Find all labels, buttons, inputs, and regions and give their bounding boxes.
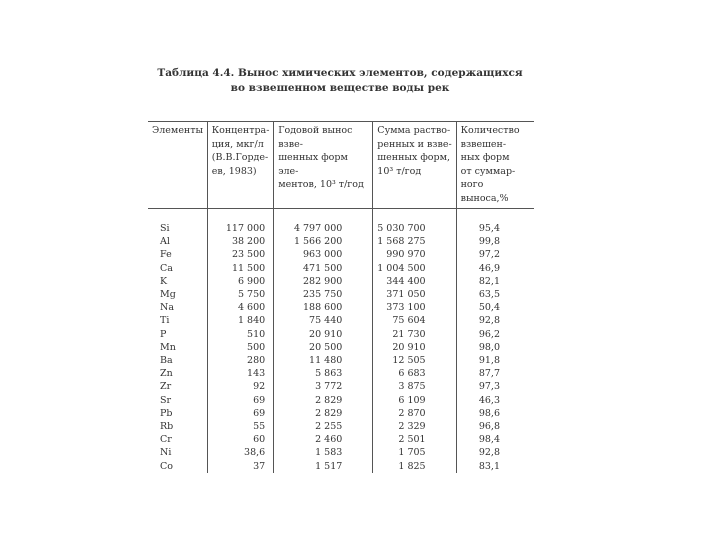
cell-concentration: 6 900 xyxy=(207,275,273,288)
cell-suspended-flux: 1 517 xyxy=(274,460,373,473)
cell-suspended-flux: 1 566 200 xyxy=(274,235,373,248)
table-row xyxy=(148,446,534,459)
cell-element: Co xyxy=(160,460,173,472)
cell-concentration: 60 xyxy=(207,433,273,446)
table-row xyxy=(148,235,534,248)
cell-element: Na xyxy=(160,302,174,314)
cell-element: Pb xyxy=(160,407,173,419)
cell-suspended-share: 46,9 xyxy=(456,262,534,275)
cell-concentration: 37 xyxy=(207,460,273,473)
cell-suspended-share: 97,3 xyxy=(456,380,534,393)
cell-element: Si xyxy=(160,223,170,234)
cell-concentration: 69 xyxy=(207,407,273,420)
cell-suspended-share: 96,8 xyxy=(456,420,534,433)
cell-suspended-flux: 188 600 xyxy=(274,301,373,314)
cell-suspended-flux: 2 255 xyxy=(274,420,373,433)
cell-suspended-flux: 1 583 xyxy=(274,446,373,459)
cell-total-flux: 75 604 xyxy=(373,314,456,327)
cell-suspended-flux: 2 829 xyxy=(274,407,373,420)
table-row xyxy=(148,209,534,236)
cell-element: Ba xyxy=(160,355,173,367)
cell-element: Rb xyxy=(160,421,174,433)
table-row xyxy=(148,301,534,314)
header-concentration: Концентра- ция, мкг/л (В.В.Горде- ев, 1983) xyxy=(207,122,273,209)
cell-suspended-share: 97,2 xyxy=(456,248,534,261)
table-row xyxy=(148,248,534,261)
cell-concentration: 500 xyxy=(207,341,273,354)
cell-element: P xyxy=(160,328,167,340)
cell-total-flux: 1 825 xyxy=(373,460,456,473)
cell-total-flux: 12 505 xyxy=(373,354,456,367)
cell-suspended-flux: 2 829 xyxy=(274,394,373,407)
cell-concentration: 38 200 xyxy=(207,235,273,248)
cell-suspended-share: 91,8 xyxy=(456,354,534,367)
table-row xyxy=(148,407,534,420)
cell-concentration: 5 750 xyxy=(207,288,273,301)
table-row xyxy=(148,367,534,380)
cell-total-flux: 371 050 xyxy=(373,288,456,301)
table-row xyxy=(148,394,534,407)
cell-total-flux: 2 329 xyxy=(373,420,456,433)
cell-suspended-flux: 5 863 xyxy=(274,367,373,380)
table-row xyxy=(148,354,534,367)
cell-suspended-share: 92,8 xyxy=(456,446,534,459)
cell-element: K xyxy=(160,275,168,287)
caption-line-1: Таблица 4.4. Вынос химических элементов, содержащихся xyxy=(157,67,523,79)
cell-total-flux: 3 875 xyxy=(373,380,456,393)
cell-suspended-flux: 282 900 xyxy=(274,275,373,288)
cell-total-flux: 1 004 500 xyxy=(373,262,456,275)
header-annual-suspended-flux: Годовой вынос взве- шенных форм эле- ментов, 10³ т/год xyxy=(274,122,373,209)
cell-suspended-share: 98,4 xyxy=(456,433,534,446)
cell-concentration: 280 xyxy=(207,354,273,367)
cell-suspended-share: 50,4 xyxy=(456,301,534,314)
table-row xyxy=(148,433,534,446)
header-row xyxy=(148,122,534,209)
cell-concentration: 117 000 xyxy=(207,209,273,236)
cell-total-flux: 6 109 xyxy=(373,394,456,407)
cell-total-flux: 344 400 xyxy=(373,275,456,288)
cell-suspended-share: 92,8 xyxy=(456,314,534,327)
cell-total-flux: 1 705 xyxy=(373,446,456,459)
cell-suspended-share: 83,1 xyxy=(456,460,534,473)
table-row xyxy=(148,380,534,393)
cell-suspended-flux: 963 000 xyxy=(274,248,373,261)
table-row xyxy=(148,262,534,275)
cell-element: Cr xyxy=(160,434,172,446)
cell-suspended-share: 87,7 xyxy=(456,367,534,380)
cell-element: Mn xyxy=(160,341,176,353)
cell-total-flux: 1 568 275 xyxy=(373,235,456,248)
cell-concentration: 38,6 xyxy=(207,446,273,459)
cell-total-flux: 373 100 xyxy=(373,301,456,314)
cell-element: Ca xyxy=(160,262,173,274)
cell-element: Zr xyxy=(160,381,172,393)
cell-total-flux: 990 970 xyxy=(373,248,456,261)
cell-suspended-share: 99,8 xyxy=(456,235,534,248)
table-row xyxy=(148,341,534,354)
elements-table xyxy=(148,121,534,473)
table-row xyxy=(148,288,534,301)
cell-element: Mg xyxy=(160,289,176,301)
cell-element: Fe xyxy=(160,249,172,261)
cell-concentration: 1 840 xyxy=(207,314,273,327)
cell-element: Zn xyxy=(160,368,173,380)
cell-total-flux: 20 910 xyxy=(373,341,456,354)
cell-suspended-flux: 20 910 xyxy=(274,328,373,341)
cell-concentration: 510 xyxy=(207,328,273,341)
table-row xyxy=(148,420,534,433)
header-elements: Элементы xyxy=(148,122,207,209)
cell-suspended-flux: 75 440 xyxy=(274,314,373,327)
cell-suspended-flux: 235 750 xyxy=(274,288,373,301)
cell-suspended-share: 46,3 xyxy=(456,394,534,407)
table-row xyxy=(148,328,534,341)
cell-element: Ti xyxy=(160,315,170,327)
table-caption xyxy=(150,66,530,96)
cell-suspended-share: 98,0 xyxy=(456,341,534,354)
cell-concentration: 4 600 xyxy=(207,301,273,314)
cell-suspended-flux: 3 772 xyxy=(274,380,373,393)
cell-element: Ni xyxy=(160,447,172,459)
cell-suspended-flux: 11 480 xyxy=(274,354,373,367)
cell-total-flux: 2 870 xyxy=(373,407,456,420)
cell-concentration: 69 xyxy=(207,394,273,407)
cell-total-flux: 5 030 700 xyxy=(373,209,456,236)
cell-element: Sr xyxy=(160,394,172,406)
header-total-flux: Сумма раство- ренных и взве- шенных форм, 10³ т/год xyxy=(373,122,456,209)
table-row xyxy=(148,314,534,327)
table-body xyxy=(148,209,534,473)
cell-suspended-flux: 20 500 xyxy=(274,341,373,354)
cell-suspended-flux: 4 797 000 xyxy=(274,209,373,236)
cell-suspended-flux: 471 500 xyxy=(274,262,373,275)
table-row xyxy=(148,460,534,473)
cell-concentration: 143 xyxy=(207,367,273,380)
cell-suspended-share: 96,2 xyxy=(456,328,534,341)
cell-concentration: 92 xyxy=(207,380,273,393)
header-suspended-share: Количество взвешен- ных форм от суммар- ного выноса,% xyxy=(456,122,534,209)
cell-suspended-share: 98,6 xyxy=(456,407,534,420)
cell-concentration: 11 500 xyxy=(207,262,273,275)
table-row xyxy=(148,275,534,288)
cell-suspended-flux: 2 460 xyxy=(274,433,373,446)
cell-suspended-share: 63,5 xyxy=(456,288,534,301)
cell-suspended-share: 95,4 xyxy=(456,209,534,236)
cell-total-flux: 21 730 xyxy=(373,328,456,341)
cell-total-flux: 6 683 xyxy=(373,367,456,380)
cell-concentration: 55 xyxy=(207,420,273,433)
cell-concentration: 23 500 xyxy=(207,248,273,261)
cell-total-flux: 2 501 xyxy=(373,433,456,446)
cell-suspended-share: 82,1 xyxy=(456,275,534,288)
table-header xyxy=(148,122,534,209)
caption-line-2: во взвешенном веществе воды рек xyxy=(230,82,450,94)
cell-element: Al xyxy=(160,236,170,248)
